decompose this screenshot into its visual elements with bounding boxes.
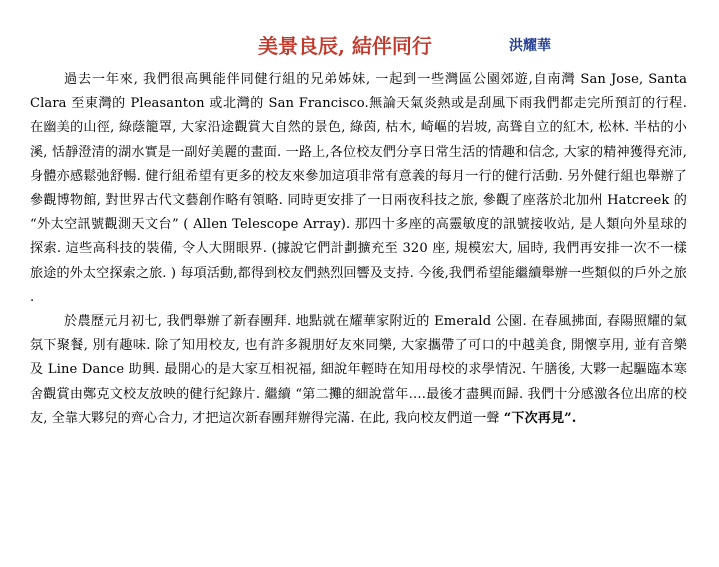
page-title: 美景良辰, 結伴同行: [258, 34, 432, 58]
closing-phrase: “下次再見”.: [503, 410, 577, 426]
article-body: [30, 68, 687, 431]
document-page: [30, 0, 690, 567]
paragraph-2-main: 於農歷元月初七, 我們舉辦了新春團拜. 地點就在耀華家附近的 Emerald 公園. 在春風拂面, 春陽照耀的氣氛下聚餐, 別有趣味. 除了知用校友, 也有許多親朋好友來同樂, 大家攜帶了可口的中越美食, 開懷享用, 並有音樂及 Line Dance 助興. 最開心的是大家互相祝福, 細說年輕時在知用母校的求學情況. 午膳後, 大夥一起驅臨本寒舍觀賞由鄭克文校友放映的健行紀錄片. 繼續 “第二攤的細說當年….最後才盡興而歸. 我們十分感激各位出席的校友, 全靠大夥兒的齊心合力, 才把這次新春團拜辦得完滿. 在此, 我向校友們道一聲: [30, 314, 687, 426]
title-row: [30, 33, 690, 59]
author-name: 洪耀華: [509, 38, 551, 54]
paragraph-1: 過去一年來, 我們很高興能伴同健行組的兄弟姊妹, 一起到一些灣區公園郊遊,自南灣 San Jose, Santa Clara 至東灣的 Pleasanton 或北灣的 San Francisco.無論天氣炎熱或是刮風下雨我們都走完所預訂的行程. 在幽美的山徑, 綠蔭籠罩, 大家沿途觀賞大自然的景色, 綠茵, 枯木, 崎嶇的岩坡, 高聳自立的紅木, 松林. 半枯的小溪, 恬靜澄清的湖水實是一副好美麗的畫面. 一路上,各位校友們分享日常生活的情趣和信念, 大家的精神獲得充沛, 身體亦感鬆弛舒暢. 健行組希望有更多的校友來參加這項非常有意義的每月一行的健行活動. 另外健行組也舉辦了參觀博物館, 對世界古代文藝創作略有領略. 同時更安排了一日兩夜科技之旅, 參觀了座落於北加州 Hatcreek 的 “外太空訊號觀測天文台” ( Allen Telescope Array). 那四十多座的高靈敏度的訊號接收站, 是人類向外星球的探索. 這些高科技的裝備, 令人大開眼界. (據說它們計劃擴充至 320 座, 規模宏大, 屆時, 我們再安排一次不一樣旅途的外太空探索之旅. ) 每項活動,都得到校友們熱烈回響及支持. 今後,我們希望能繼續舉辦一些類似的戶外之旅 .: [30, 72, 687, 305]
paragraph-2: [30, 310, 687, 431]
